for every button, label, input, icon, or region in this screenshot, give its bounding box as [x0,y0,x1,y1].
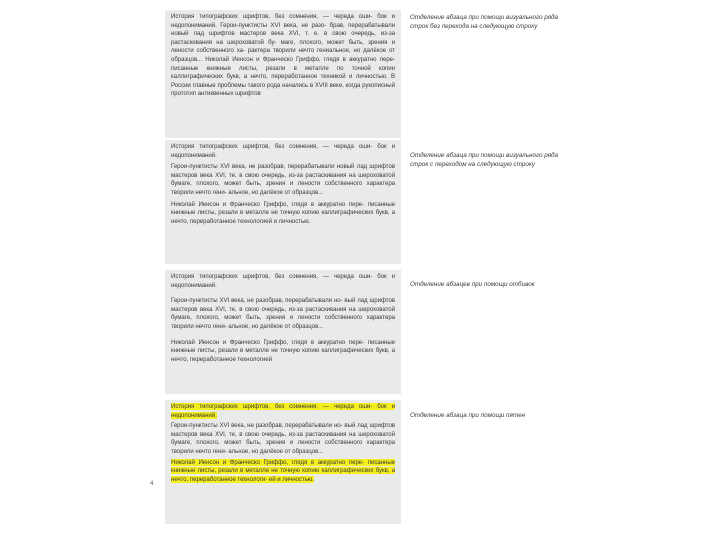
caption-note-1: Отделение абзаца при помощи визуального ряда строк без перехода на следующую строку [410,14,559,30]
text-sample-block-2 [165,140,401,264]
caption-note-2: Отделение абзаца при помощи визуального ряда строк с переходом на следующую строку [410,152,559,168]
paragraph: История типографских шрифтов, без сомнения, — череда оши- бок и недопониманий. [171,273,395,289]
paragraph [171,403,395,420]
text-sample-block-1 [165,10,401,138]
paragraph: Герои-пунктисты XVI века, не разобрав, перерабатывали но- вый лад шрифтов мастеров века XVI, те, в свою очередь, из-за растаскивания на шероховатой бумаге, плохого, может быть, зрения и лености собственного характера творили нечто гени- альное, но далёкое от образцов... [171,297,395,330]
paragraph: Николай Иенсон и Франческо Гриффо, глядя в аккуратно пере- писанные книжные листы, резали в металле не точную копию каллиграфических букв, а нечто, переработанное технологией и личностью. [171,200,395,225]
paragraph: Герои-пунктисты XVI века, не разобрав, перерабатывали новый лад шрифтов мастеров века XVI, те, в свою очередь, из-за растаскивания на шероховатой бумаге, плохого, может быть, зрения и лености собственного характера творили нечто гени- альное, но далёкое от образцов... [171,163,395,196]
paragraph: Герои-пунктисты XVI века, не разобрав, перерабатывали но- вый лад шрифтов мастеров века XVI, те, в свою очередь, из-за растаскивания на шероховатой бумаге, плохого, может быть, зрения и лености собственного характера творили нечто гени- альное, но далёкое от образцов... [171,422,395,455]
paragraph: История типографских шрифтов, без сомнения, — череда оши- бок и недопониманий. Герои-пунктисты XVI века, не разо- брав, перерабатывали новый лад шрифтов мастеров века XVI, т. е. в свою очередь, из-за растаскивания на шероховатой бу- маге, плохого, может быть, зрения и лености собственного ха- рактера творили нечто гениальное, но далёкое от образцов... Николай Иенсон и Франческо Гриффо, глядя в аккуратно пере- писанные книжные листы, резали в металле по точной копии каллиграфических букв, а нечто, переработанное техникой и личностью. В России главные проблемы такого рода начались в XVIII веке, когда рукописный прототип антиквенных шрифтов [171,13,395,98]
text-sample-block-3 [165,270,401,394]
page-marker: 4 [150,481,154,487]
highlighted-paragraph: История типографских шрифтов, без сомнения, — череда оши- бок и недопониманий. [171,403,395,419]
caption-note-3: Отделение абзацев при помощи отбивок [410,281,535,288]
text-sample-block-4 [165,400,401,524]
caption-note-4: Отделение абзаца при помощи пятен [410,412,526,419]
paragraph: Николай Иенсон и Франческо Гриффо, глядя в аккуратно пере- писанные книжные листы, резали в металле не точную копию каллиграфических букв, а нечто, переработанное технологией [171,338,395,363]
paragraph: История типографских шрифтов, без сомнения, — череда оши- бок и недопониманий. [171,143,395,159]
paragraph [171,459,395,485]
highlighted-paragraph: Николай Иенсон и Франческо Гриффо, глядя в аккуратно пере- писанные книжные листы, резали в металле не точную копию каллиграфических букв, а нечто, переработанное технологи- ей и личностью. [171,458,395,483]
